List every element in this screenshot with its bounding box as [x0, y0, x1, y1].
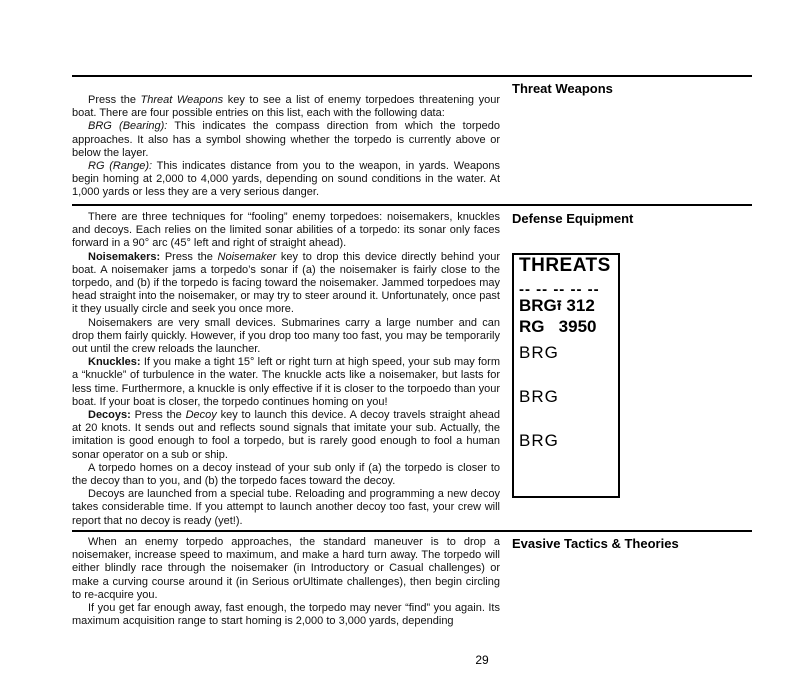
threats-divider: -- -- -- -- -- — [519, 281, 600, 298]
paragraph — [72, 160, 500, 200]
threat-range-row — [519, 317, 597, 337]
threats-display — [512, 253, 620, 498]
paragraph: Noisemakers are very small devices. Submarines carry a large number and can drop them fairly quickly. However, if you drop too many too fast, you may be temporarily out until the crew reloads the launcher. — [72, 316, 500, 356]
paragraph — [72, 251, 500, 317]
paragraph: A torpedo homes on a decoy instead of your sub only if (a) the torpedo is closer to the decoy than to you, and (b) the torpedo faces toward the decoy. — [72, 461, 500, 488]
section-rule-evasive-tactics — [72, 530, 752, 532]
text: key to drop this device directly behind your boat. A noisemaker jams a torpedo’s sonar if (a) the noisemaker is fairly close to the torpedo, and (b) if the torpedo is facing toward the noisemaker. Jammed torpedoes may head straight into the noisemaker, or may try to steer around it. Unfortunately, once past it they usually circle and seek you once more. — [72, 250, 500, 316]
bearing-value: 312 — [566, 296, 595, 315]
threats-title: THREATS — [519, 255, 611, 276]
key-name: Noisemaker — [217, 250, 277, 263]
paragraph: If you get far enough away, fast enough, the torpedo may never “find” you again. Its maximum acquisition range to start homing is 2,000 to 3,000 yards, depending — [72, 602, 500, 628]
bearing-label: BRG — [519, 296, 557, 315]
range-label: RG — [519, 317, 545, 336]
text: This indicates distance from you to the weapon, in yards. Weapons begin homing at 2,000 to 4,000 yards, depending on sound conditions in the water. At 1,000 yards or less they are a very serious danger. — [72, 160, 500, 199]
defense-equipment-body — [72, 211, 500, 528]
term-label: RG (Range): — [88, 160, 153, 173]
paragraph — [72, 120, 500, 160]
text: Press the — [130, 409, 186, 422]
term-label: BRG (Bearing): — [88, 120, 168, 133]
heading-threat-weapons: Threat Weapons — [512, 81, 613, 96]
threat-bearing-row — [519, 295, 595, 319]
paragraph — [72, 409, 500, 462]
threat-bearing-row-empty: BRG — [519, 343, 559, 362]
page-number: 29 — [475, 653, 489, 667]
heading-evasive-tactics: Evasive Tactics & Theories — [512, 536, 679, 551]
text: If you make a tight 15° left or right turn at high speed, your sub may form a “knuckle” of turbulence in the water. The knuckle acts like a noisemaker, but lasts for less time. Furthermore, a knuckle is only effective if it is closer to the torpoedo than your boat. If your boat is closer, the torpedo continues homing on you! — [72, 356, 500, 408]
paragraph: Decoys are launched from a special tube. Reloading and programming a new decoy takes considerable time. If you attempt to launch another decoy too fast, your crew will report that no decoy is ready (yet!). — [72, 488, 500, 527]
text: Press the — [88, 94, 141, 106]
threat-weapons-body — [72, 94, 500, 200]
subheading: Noisemakers: — [88, 250, 161, 263]
key-name: Threat Weapons — [140, 94, 224, 106]
subheading: Knuckles: — [88, 356, 141, 369]
evasive-tactics-body — [72, 536, 500, 628]
text: This indicates the compass direction from which the torpedo approaches. It also has a symbol showing whether the torpedo is currently above or below the layer. — [72, 120, 500, 159]
paragraph: There are three techniques for “fooling” enemy torpedoes: noisemakers, knuckles and decoys. Each relies on the limited sonar abilities of a torpedo: its sonar only faces forward in a 90° arc (45° left and right of straight ahead). — [72, 211, 500, 250]
heading-defense-equipment: Defense Equipment — [512, 211, 634, 226]
threat-bearing-row-empty: BRG — [519, 387, 559, 406]
paragraph — [72, 356, 500, 409]
text: Press the — [160, 250, 218, 263]
key-name: Decoy — [185, 409, 217, 422]
paragraph — [72, 94, 500, 120]
section-rule-threat-weapons — [72, 75, 752, 77]
range-value: 3950 — [558, 317, 597, 336]
up-arrow-icon: ⭱ — [556, 297, 562, 313]
threat-bearing-row-empty: BRG — [519, 431, 559, 450]
text: key to launch this device. A decoy travels straight ahead at 20 knots. It sends out and reflects sound signals that imitate your sub. Actually, the imitation is good enough to fool a torpedo, but is rarely good enough to fool a human sonar operator on a sub or ship. — [72, 409, 500, 461]
text: key to see a list of enemy torpedoes threatening your boat. There are four possible entries on this list, each with the following data: — [72, 94, 500, 120]
section-rule-defense-equipment — [72, 204, 752, 206]
paragraph: When an enemy torpedo approaches, the standard maneuver is to drop a noisemaker, increase speed to maximum, and make a hard turn away. The torpedo will either blindly race through the noisemaker (in Introductory or Casual challenges) or make a curving course around it (in Serious orUltimate challenges), then begin circling to re-acquire you. — [72, 536, 500, 601]
subheading: Decoys: — [88, 409, 131, 422]
